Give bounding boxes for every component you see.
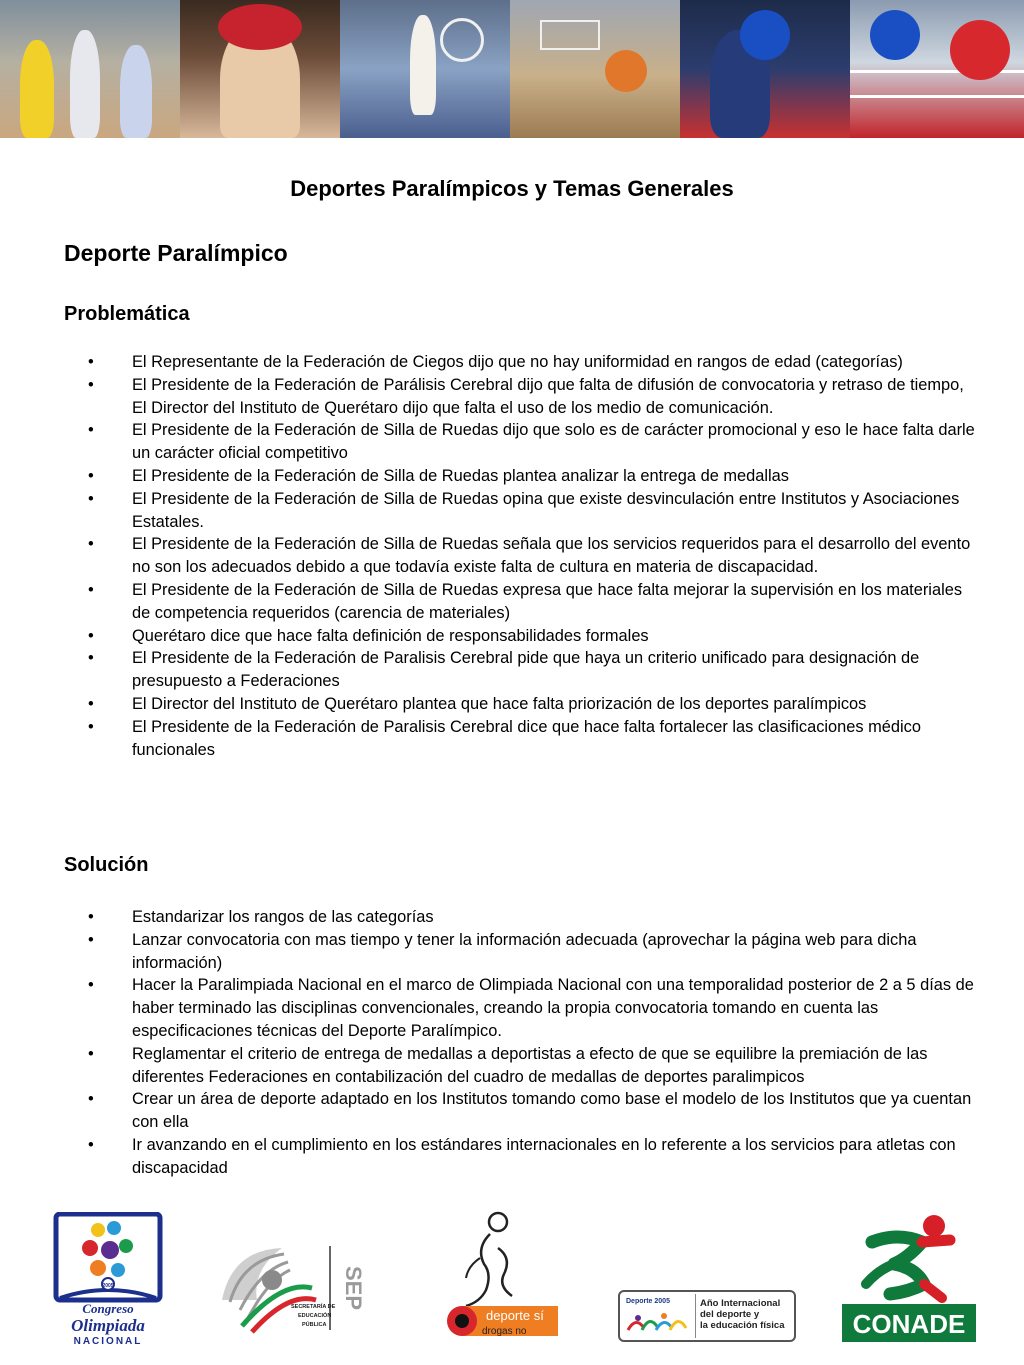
- basketball-photo: [510, 0, 680, 138]
- conade-logo: [838, 1212, 980, 1346]
- list-item: • El Presidente de la Federación de Silla de Ruedas opina que existe desvinculación entre Institutos y Asociaciones Estatales.: [88, 489, 960, 531]
- chess-player-photo: [180, 0, 340, 138]
- svg-text:deporte sí: deporte sí: [486, 1308, 544, 1323]
- congreso-year: 2005: [102, 1283, 114, 1289]
- svg-text:Olimpiada: Olimpiada: [71, 1316, 145, 1335]
- svg-text:NACIONAL: NACIONAL: [73, 1336, 143, 1346]
- anio-internacional-deporte-logo: Deporte 2005 Año Internacional del deporte y la educación física: [618, 1290, 796, 1342]
- runners-photo: [0, 0, 180, 138]
- svg-text:drogas no: drogas no: [482, 1326, 527, 1337]
- list-item: • El Presidente de la Federación de Silla de Ruedas plantea analizar la entrega de medallas: [88, 466, 789, 485]
- list-item: • Hacer la Paralimpiada Nacional en el marco de Olimpiada Nacional con una temporalidad posterior de 2 a 5 días de haber terminado las disciplinas convencionales, creando la propia convocatoria tomando en cuenta las especificaciones técnicas del Deporte Paralímpico.: [88, 976, 974, 1040]
- list-item: • El Presidente de la Federación de Silla de Ruedas expresa que hace falta mejorar la supervisión en los materiales de competencia requeridos (carencia de materiales): [88, 580, 963, 622]
- svg-text:PÚBLICA: PÚBLICA: [302, 1322, 327, 1328]
- list-item: • El Presidente de la Federación de Silla de Ruedas dijo que solo es de carácter promocional y eso le hace falta darle un carácter oficial competitivo: [88, 421, 975, 463]
- list-item: • El Presidente de la Federación de Silla de Ruedas señala que los servicios requeridos para el desarrollo del evento no son los adecuados debido a que todavía existe falta de cultura en materia de discapacidad.: [88, 535, 971, 577]
- list-item: • Lanzar convocatoria con mas tiempo y tener la información adecuada (aprovechar la página web para dicha información): [88, 930, 917, 972]
- sep-logo: [212, 1240, 380, 1340]
- section-title: Deporte Paralímpico: [64, 240, 288, 266]
- list-item: • Estandarizar los rangos de las categorías: [88, 908, 434, 926]
- problem-heading: Problemática: [64, 303, 190, 325]
- baseball-photo: [680, 0, 850, 138]
- list-item: • Reglamentar el criterio de entrega de medallas a deportistas a efecto de que se equilibre la premiación de las diferentes Federaciones en contabilización del cuadro de medallas de deportes paralimpicos: [88, 1044, 928, 1086]
- problem-list: [64, 351, 982, 761]
- deporte-si-drogas-no-logo: [446, 1208, 562, 1340]
- badminton-photo: [340, 0, 510, 138]
- congreso-olimpiada-logo: [52, 1212, 164, 1346]
- boxing-photo: [850, 0, 1024, 138]
- svg-text:SECRETARÍA DE: SECRETARÍA DE: [291, 1304, 336, 1310]
- photo-banner: [0, 0, 1024, 138]
- svg-text:Congreso: Congreso: [82, 1301, 134, 1316]
- page-title: Deportes Paralímpicos y Temas Generales: [290, 176, 734, 201]
- list-item: • Crear un área de deporte adaptado en los Institutos tomando como base el modelo de los Institutos que ya cuentan con ella: [88, 1090, 972, 1132]
- list-item: • El Presidente de la Federación de Paralisis Cerebral pide que haya un criterio unificado para designación de presupuesto a Federaciones: [88, 649, 920, 691]
- list-item: • Ir avanzando en el cumplimiento en los estándares internacionales en lo referente a los servicios para atletas con discapacidad: [88, 1135, 956, 1177]
- list-item: • El Director del Instituto de Querétaro plantea que hace falta priorización de los deportes paralímpicos: [88, 694, 867, 713]
- solution-list: [64, 906, 982, 1180]
- svg-text:EDUCACIÓN: EDUCACIÓN: [298, 1313, 332, 1319]
- svg-text:CONADE: CONADE: [852, 1309, 966, 1339]
- svg-text:SEP: SEP: [341, 1265, 366, 1311]
- solution-heading: Solución: [64, 854, 149, 876]
- list-item: • El Representante de la Federación de Ciegos dijo que no hay uniformidad en rangos de edad (categorías): [88, 353, 903, 371]
- list-item: • El Presidente de la Federación de Paralisis Cerebral dice que hace falta fortalecer las clasificaciones médico funcionales: [88, 717, 921, 759]
- list-item: • Querétaro dice que hace falta definición de responsabilidades formales: [88, 626, 649, 645]
- list-item: • El Presidente de la Federación de Parálisis Cerebral dijo que falta de difusión de convocatoria y retraso de tiempo, El Director del Instituto de Querétaro dijo que falta el uso de los medio de comunicación.: [88, 375, 964, 417]
